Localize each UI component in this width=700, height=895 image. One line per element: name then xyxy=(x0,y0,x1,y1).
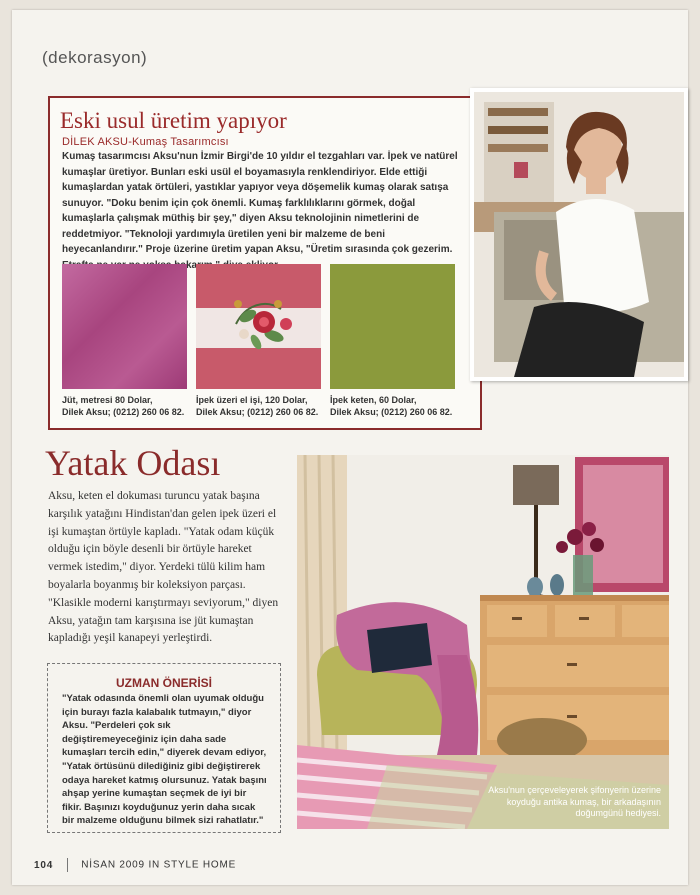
caption-line-2: Dilek Aksu; (0212) 260 06 82. xyxy=(62,407,185,417)
page-number: 104 xyxy=(34,859,54,871)
footer-divider xyxy=(67,858,68,872)
portrait-illustration xyxy=(474,92,684,377)
embroidered-silk-swatch xyxy=(196,264,321,389)
feature-title: Eski usul üretim yapıyor xyxy=(60,108,287,133)
caption-line-1: İpek üzeri el işi, 120 Dolar, xyxy=(196,395,308,405)
bedroom-photo xyxy=(297,455,669,829)
designer-feature-box xyxy=(48,96,482,430)
caption-jute xyxy=(62,394,192,418)
bedroom-heading: Yatak Odası xyxy=(45,443,221,483)
caption-silk xyxy=(196,394,326,418)
photo-caption: Aksu'nun çerçeveleyerek şifonyerin üzerine koyduğu antika kumaş, bir arkadaşının doğumgünü hediyesi. xyxy=(488,785,661,818)
embroidery-flowers-icon xyxy=(196,264,321,389)
expert-tip-title: UZMAN ÖNERİSİ xyxy=(116,676,212,690)
expert-tip-text: "Yatak odasında önemli olan uyumak olduğu için burayı fazla kalabalık tutmayın," diyor Aksu. "Perdeleri çok sık değiştiremeyeceğiniz için daha sade kumaşları tercih edin," diyerek devam ediyor, "Yatak örtüsünü dilediğiniz gibi değiştirerek odaya hareket katmış olursunuz. Yatak başını ahşap yerine kumaştan seçmek de iyi bir fikir. Başınızı koyduğunuz yerin daha sıcak bir malzeme olduğunu bilmek sizi rahatlatır." xyxy=(62,693,267,827)
caption-linen xyxy=(330,394,460,418)
feature-subtitle: DİLEK AKSU-Kumaş Tasarımcısı xyxy=(62,136,229,148)
bedroom-illustration xyxy=(297,455,669,829)
caption-line-1: Jüt, metresi 80 Dolar, xyxy=(62,395,153,405)
feature-text: Kumaş tasarımcısı Aksu'nun İzmir Birgi'de 10 yıldır el tezgahları var. İpek ve natürel kumaşlar üretiyor. Bunları eski usül el boyamasıyla renklendiriyor. Elde ettiği kumaşlardan yatak örtüleri, yastıklar yapıyor veya döşemelik kumaş olarak satışa sunuyor. "Doku benim için çok önemli. Kumaş farklılıklarını görmek, doğal kumaşlarla çalışmak müthiş bir şey," diyen Aksu teknolojinin nimetlerini de reddetmiyor. "Teknoloji yardımıyla üretilen yeni bir malzeme de beni heyecanlandırır." Proje üzerine üretim yapan Aksu, "Üretim sırasında çok gezerim. xyxy=(62,151,458,255)
designer-portrait-photo xyxy=(470,88,688,381)
section-tag: (dekorasyon) xyxy=(42,48,148,67)
jute-fabric-swatch xyxy=(62,264,187,389)
magazine-name: IN STYLE HOME xyxy=(148,859,237,871)
page-footer xyxy=(34,858,236,872)
caption-line-2: Dilek Aksu; (0212) 260 06 82. xyxy=(196,407,319,417)
silk-linen-swatch xyxy=(330,264,455,389)
caption-line-1: İpek keten, 60 Dolar, xyxy=(330,395,417,405)
bedroom-text: Aksu, keten el dokuması turuncu yatak başına karşılık yatağını Hindistan'dan gelen ipek üzeri el işi kumaştan örtüyle kapladı. "Yatak odam küçük olduğu için böyle desenli bir örtüyle hareket vermek istedim," diyor. Yerdeki tülü kilim ham boyalarla boyanmış bir koleksiyon parçası. "Klasikle moderni karıştırmayı seviyorum," diyen Aksu, yatağın tam karşısına ise jüt kumaştan kapladığı yeşil kanapeyi yerleştirdi. xyxy=(48,490,279,645)
caption-line-2: Dilek Aksu; (0212) 260 06 82. xyxy=(330,407,453,417)
expert-tip-box xyxy=(47,663,281,833)
magazine-page xyxy=(12,10,688,885)
issue-date: NİSAN 2009 xyxy=(81,859,145,871)
